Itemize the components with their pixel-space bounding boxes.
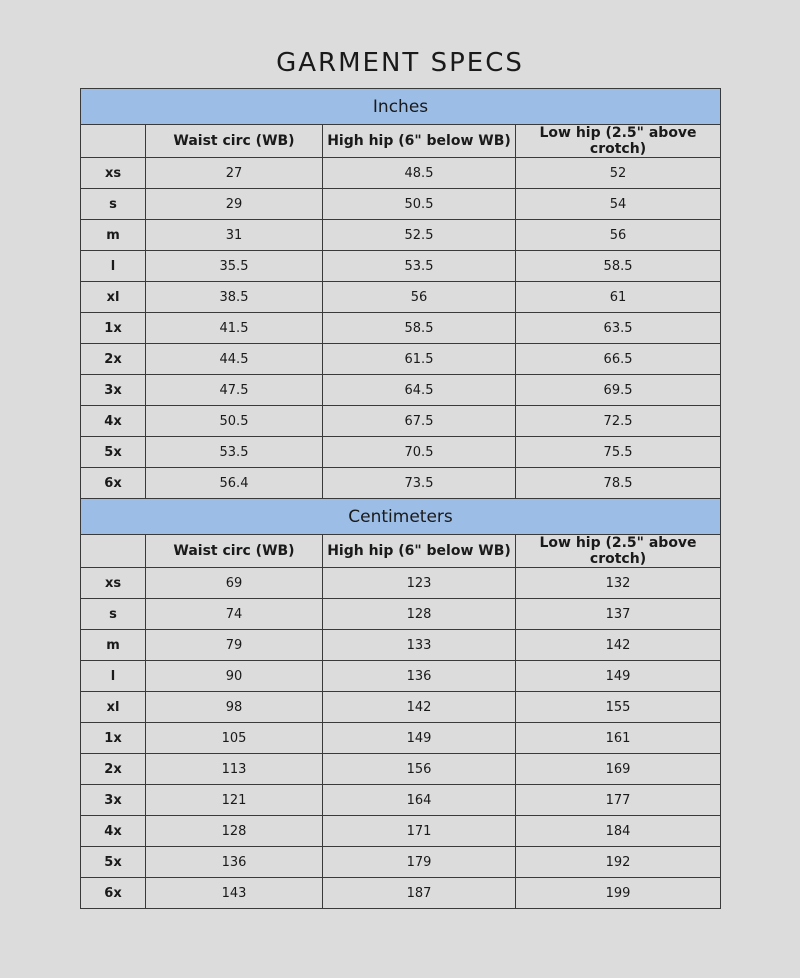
measurement-cell: 161 xyxy=(516,723,721,754)
column-header: Waist circ (WB) xyxy=(146,125,323,158)
table-row xyxy=(81,754,721,785)
table-row xyxy=(81,251,721,282)
table-row xyxy=(81,661,721,692)
measurement-cell: 149 xyxy=(323,723,516,754)
size-label: 6x xyxy=(81,878,146,909)
column-header-row xyxy=(81,535,721,568)
size-label: xs xyxy=(81,158,146,189)
size-label: 3x xyxy=(81,375,146,406)
table-row xyxy=(81,568,721,599)
measurement-cell: 149 xyxy=(516,661,721,692)
table-row xyxy=(81,375,721,406)
measurement-cell: 143 xyxy=(146,878,323,909)
table-row xyxy=(81,630,721,661)
garment-spec-table xyxy=(80,88,721,909)
size-label: 4x xyxy=(81,406,146,437)
column-header-row xyxy=(81,125,721,158)
table-row xyxy=(81,189,721,220)
measurement-cell: 128 xyxy=(146,816,323,847)
size-label: xs xyxy=(81,568,146,599)
measurement-cell: 136 xyxy=(146,847,323,878)
section-header-row xyxy=(81,89,721,125)
table-row xyxy=(81,692,721,723)
measurement-cell: 67.5 xyxy=(323,406,516,437)
table-row xyxy=(81,406,721,437)
measurement-cell: 66.5 xyxy=(516,344,721,375)
measurement-cell: 29 xyxy=(146,189,323,220)
measurement-cell: 47.5 xyxy=(146,375,323,406)
measurement-cell: 90 xyxy=(146,661,323,692)
measurement-cell: 164 xyxy=(323,785,516,816)
measurement-cell: 192 xyxy=(516,847,721,878)
measurement-cell: 169 xyxy=(516,754,721,785)
measurement-cell: 72.5 xyxy=(516,406,721,437)
measurement-cell: 69 xyxy=(146,568,323,599)
measurement-cell: 63.5 xyxy=(516,313,721,344)
measurement-cell: 52.5 xyxy=(323,220,516,251)
measurement-cell: 98 xyxy=(146,692,323,723)
measurement-cell: 79 xyxy=(146,630,323,661)
size-label: 2x xyxy=(81,344,146,375)
measurement-cell: 54 xyxy=(516,189,721,220)
measurement-cell: 142 xyxy=(323,692,516,723)
table-row xyxy=(81,220,721,251)
measurement-cell: 27 xyxy=(146,158,323,189)
size-label: 4x xyxy=(81,816,146,847)
size-label: 6x xyxy=(81,468,146,499)
table-row xyxy=(81,723,721,754)
size-label: xl xyxy=(81,692,146,723)
measurement-cell: 75.5 xyxy=(516,437,721,468)
size-label: 2x xyxy=(81,754,146,785)
measurement-cell: 53.5 xyxy=(146,437,323,468)
measurement-cell: 70.5 xyxy=(323,437,516,468)
measurement-cell: 48.5 xyxy=(323,158,516,189)
measurement-cell: 50.5 xyxy=(323,189,516,220)
column-header: Waist circ (WB) xyxy=(146,535,323,568)
measurement-cell: 123 xyxy=(323,568,516,599)
measurement-cell: 199 xyxy=(516,878,721,909)
measurement-cell: 133 xyxy=(323,630,516,661)
size-label: s xyxy=(81,599,146,630)
column-header: High hip (6" below WB) xyxy=(323,125,516,158)
table-row xyxy=(81,313,721,344)
section-label: Centimeters xyxy=(81,499,721,535)
table-row xyxy=(81,282,721,313)
measurement-cell: 53.5 xyxy=(323,251,516,282)
measurement-cell: 78.5 xyxy=(516,468,721,499)
measurement-cell: 105 xyxy=(146,723,323,754)
measurement-cell: 132 xyxy=(516,568,721,599)
column-header: Low hip (2.5" above crotch) xyxy=(516,125,721,158)
measurement-cell: 38.5 xyxy=(146,282,323,313)
section-label: Inches xyxy=(81,89,721,125)
page-title: GARMENT SPECS xyxy=(276,48,524,78)
measurement-cell: 64.5 xyxy=(323,375,516,406)
size-label: l xyxy=(81,661,146,692)
measurement-cell: 121 xyxy=(146,785,323,816)
table-row xyxy=(81,468,721,499)
table-row xyxy=(81,437,721,468)
table-row xyxy=(81,878,721,909)
measurement-cell: 41.5 xyxy=(146,313,323,344)
measurement-cell: 56 xyxy=(516,220,721,251)
measurement-cell: 61 xyxy=(516,282,721,313)
size-label: 1x xyxy=(81,723,146,754)
measurement-cell: 171 xyxy=(323,816,516,847)
table-row xyxy=(81,847,721,878)
measurement-cell: 50.5 xyxy=(146,406,323,437)
size-label: 5x xyxy=(81,847,146,878)
column-header: High hip (6" below WB) xyxy=(323,535,516,568)
measurement-cell: 184 xyxy=(516,816,721,847)
size-label: m xyxy=(81,220,146,251)
size-label: s xyxy=(81,189,146,220)
measurement-cell: 113 xyxy=(146,754,323,785)
size-label: xl xyxy=(81,282,146,313)
measurement-cell: 69.5 xyxy=(516,375,721,406)
size-label: 5x xyxy=(81,437,146,468)
measurement-cell: 35.5 xyxy=(146,251,323,282)
measurement-cell: 56 xyxy=(323,282,516,313)
measurement-cell: 44.5 xyxy=(146,344,323,375)
measurement-cell: 187 xyxy=(323,878,516,909)
measurement-cell: 137 xyxy=(516,599,721,630)
column-header: Low hip (2.5" above crotch) xyxy=(516,535,721,568)
size-label: l xyxy=(81,251,146,282)
size-label: 1x xyxy=(81,313,146,344)
measurement-cell: 136 xyxy=(323,661,516,692)
table-row xyxy=(81,785,721,816)
measurement-cell: 61.5 xyxy=(323,344,516,375)
measurement-cell: 31 xyxy=(146,220,323,251)
table-row xyxy=(81,599,721,630)
table-body xyxy=(81,89,721,909)
section-header-row xyxy=(81,499,721,535)
table-row xyxy=(81,816,721,847)
measurement-cell: 56.4 xyxy=(146,468,323,499)
measurement-cell: 156 xyxy=(323,754,516,785)
size-label: m xyxy=(81,630,146,661)
measurement-cell: 74 xyxy=(146,599,323,630)
table-row xyxy=(81,344,721,375)
measurement-cell: 52 xyxy=(516,158,721,189)
measurement-cell: 155 xyxy=(516,692,721,723)
measurement-cell: 58.5 xyxy=(516,251,721,282)
column-header xyxy=(81,125,146,158)
measurement-cell: 73.5 xyxy=(323,468,516,499)
measurement-cell: 128 xyxy=(323,599,516,630)
column-header xyxy=(81,535,146,568)
measurement-cell: 58.5 xyxy=(323,313,516,344)
measurement-cell: 179 xyxy=(323,847,516,878)
measurement-cell: 142 xyxy=(516,630,721,661)
measurement-cell: 177 xyxy=(516,785,721,816)
size-label: 3x xyxy=(81,785,146,816)
table-row xyxy=(81,158,721,189)
